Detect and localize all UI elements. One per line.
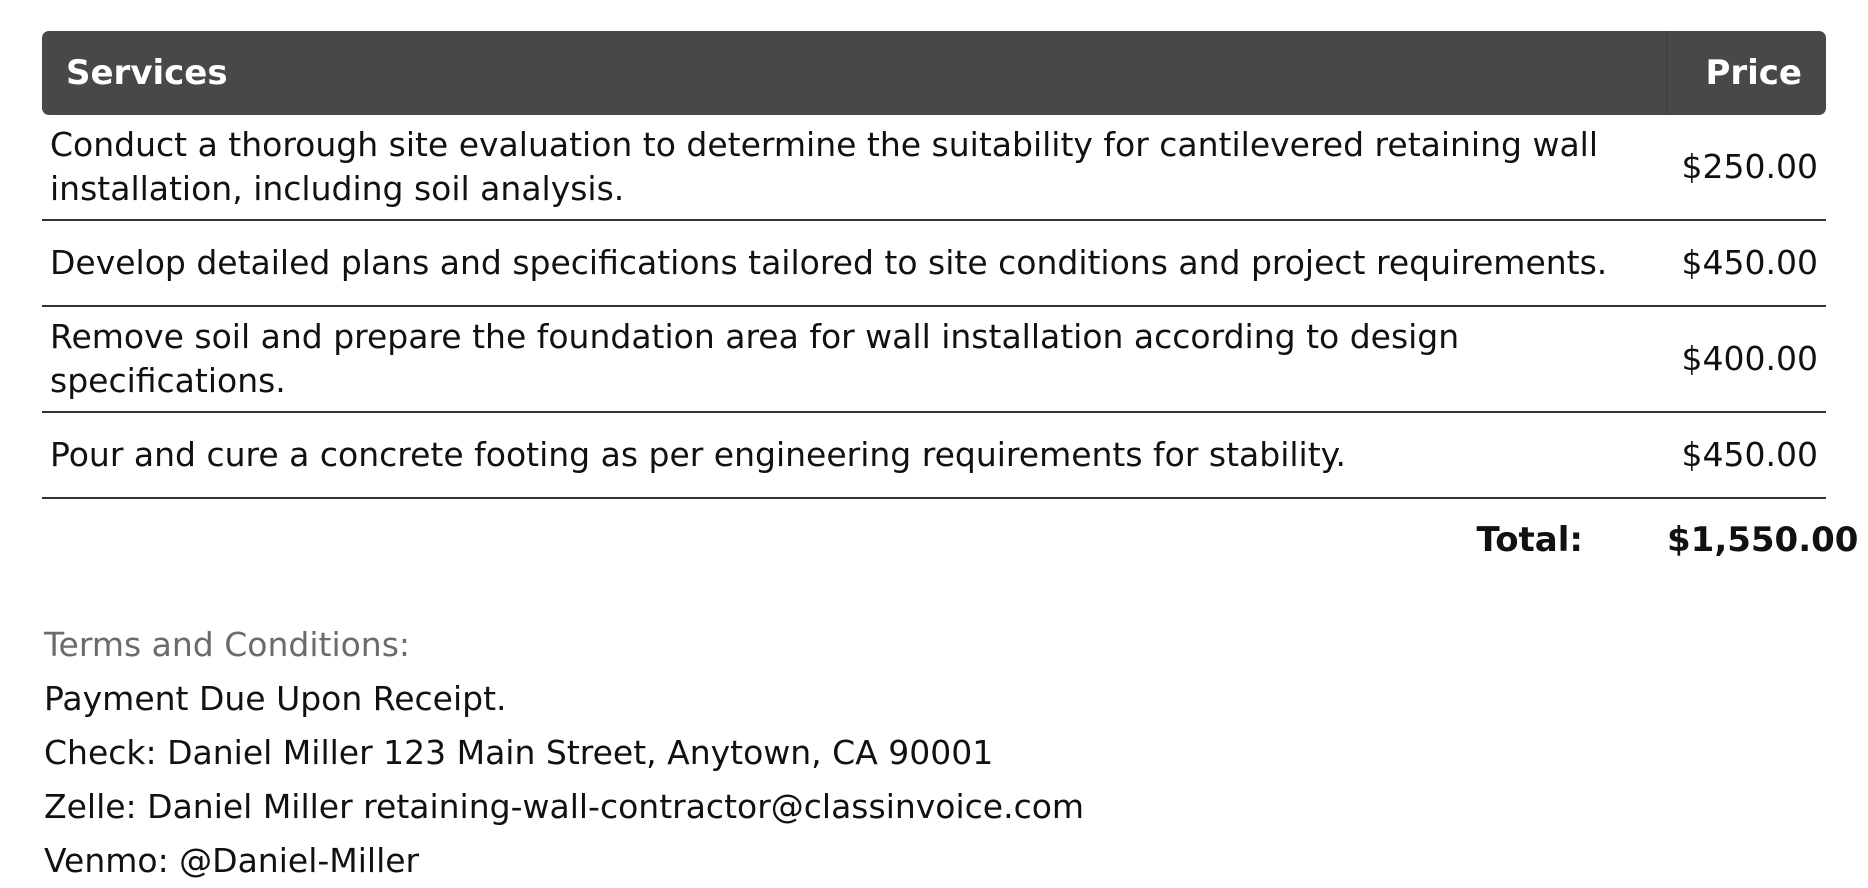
price-column-header: Price [1705, 53, 1802, 93]
services-table [42, 31, 1859, 581]
services-column-header: Services [42, 31, 1667, 115]
table-row [42, 221, 1826, 307]
terms-line-check: Check: Daniel Miller 123 Main Street, Anytown, CA 90001 [44, 733, 994, 772]
service-price: $400.00 [1681, 339, 1818, 378]
terms-line-payment: Payment Due Upon Receipt. [44, 679, 507, 718]
service-description: Pour and cure a concrete footing as per engineering requirements for stability. [50, 435, 1346, 474]
service-description: Remove soil and prepare the foundation area for wall installation according to design specifications. [50, 317, 1460, 400]
service-description: Conduct a thorough site evaluation to determine the suitability for cantilevered retaining wall installation, including soil analysis. [50, 125, 1599, 208]
total-row [42, 499, 1859, 581]
table-row [42, 307, 1826, 413]
terms-section [44, 618, 1084, 888]
service-price: $450.00 [1681, 243, 1818, 282]
service-price: $450.00 [1681, 435, 1818, 474]
service-price: $250.00 [1681, 147, 1818, 186]
terms-title: Terms and Conditions: [44, 625, 411, 664]
terms-line-zelle: Zelle: Daniel Miller retaining-wall-contractor@classinvoice.com [44, 787, 1085, 826]
table-row [42, 413, 1826, 499]
table-row [42, 115, 1826, 221]
terms-line-venmo: Venmo: @Daniel-Miller [44, 841, 420, 880]
total-value: $1,550.00 [1667, 520, 1859, 560]
service-description: Develop detailed plans and specifications tailored to site conditions and project requirements. [50, 243, 1608, 282]
total-label: Total: [1476, 520, 1583, 560]
table-header [42, 31, 1826, 115]
